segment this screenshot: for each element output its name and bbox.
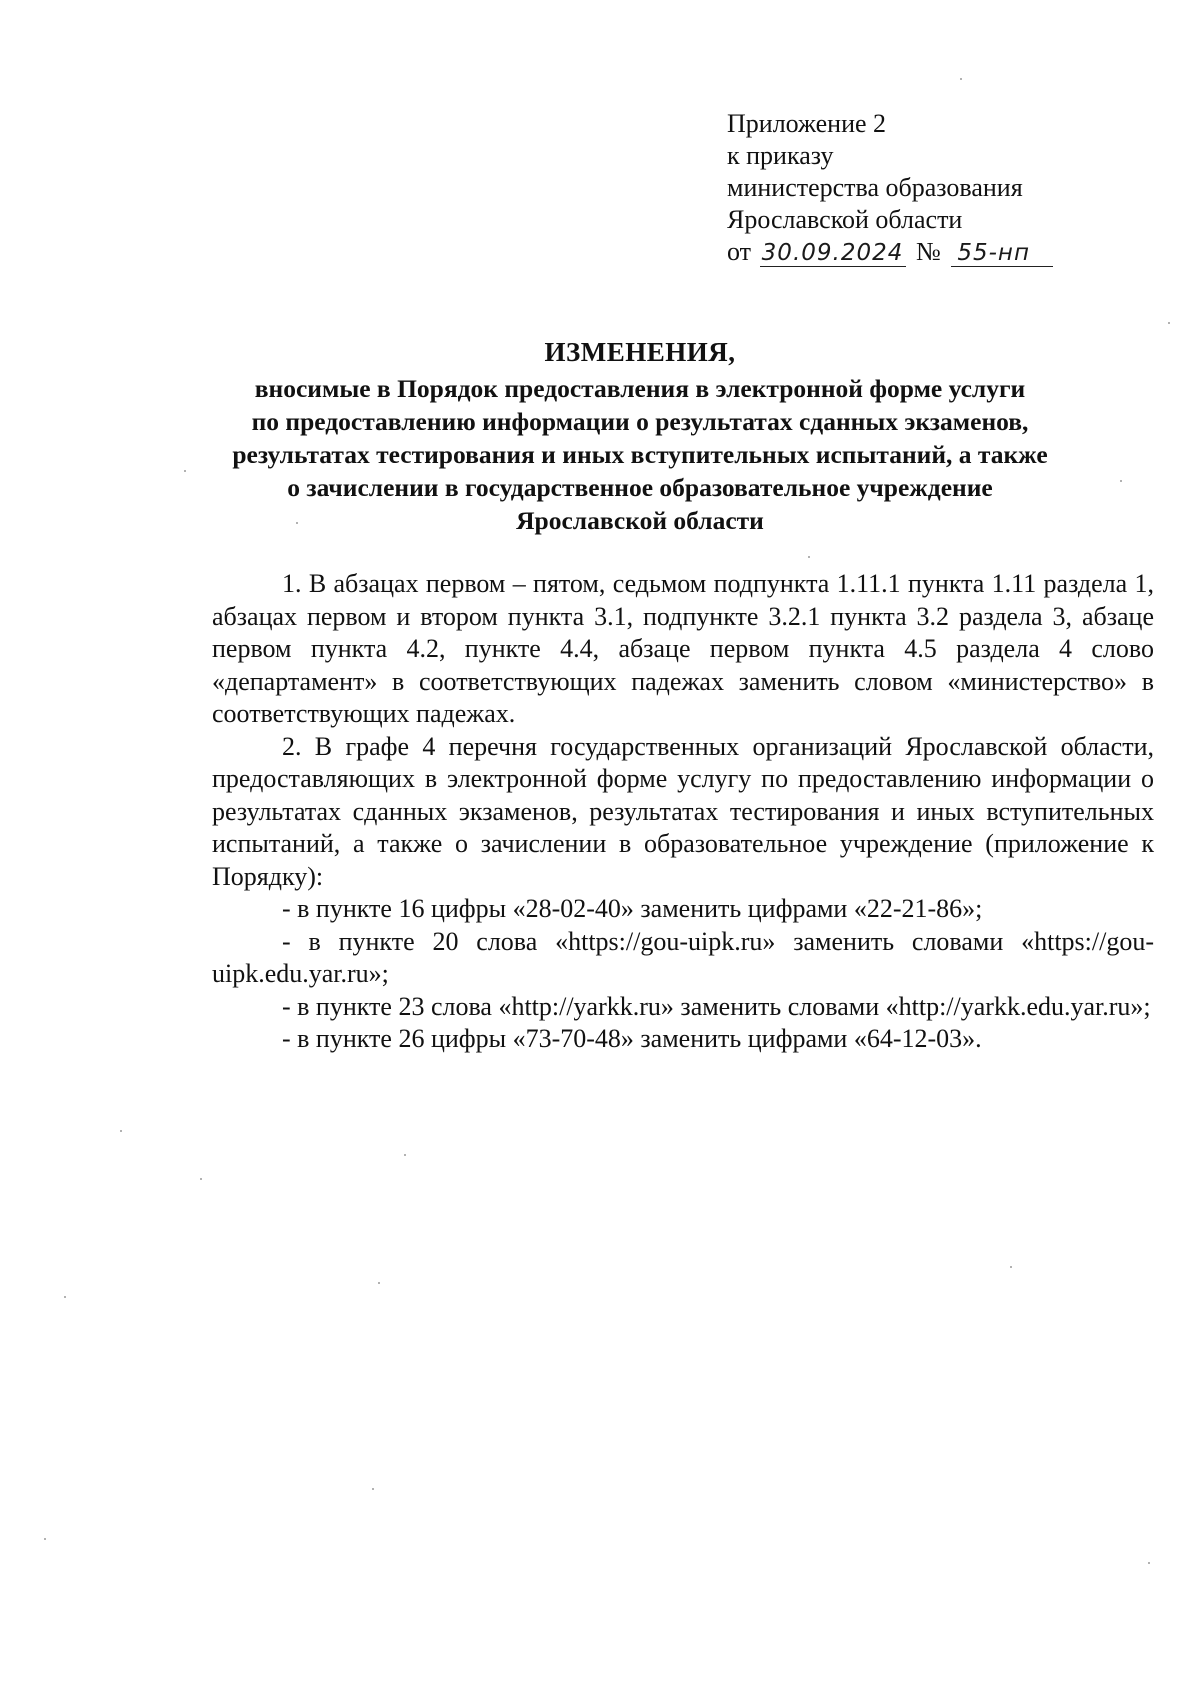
title-line-3: результатах тестирования и иных вступительных испытаний, а также <box>232 440 1048 469</box>
scan-speck <box>44 1538 46 1540</box>
list-item-3: - в пункте 23 слова «http://yarkk.ru» заменить словами «http://yarkk.edu.yar.ru»; <box>282 991 1151 1021</box>
scan-speck <box>200 1178 202 1180</box>
scan-speck <box>64 1296 66 1298</box>
appendix-line-4: Ярославской области <box>727 205 963 234</box>
title-line-2: по предоставлению информации о результатах сданных экзаменов, <box>251 407 1029 436</box>
document-body <box>212 568 1154 1056</box>
title-line-4: о зачислении в государственное образовательное учреждение <box>287 473 993 502</box>
paragraph-2: 2. В графе 4 перечня государственных организаций Ярославской области, предоставляющих в электронной форме услугу по предоставлению информации о результатах сданных экзаменов, результатах тестирования и иных вступительных испытаний, а также о зачислении в образовательное учреждение (приложение к Порядку): <box>212 731 1154 891</box>
list-item-4: - в пункте 26 цифры «73-70-48» заменить цифрами «64-12-03». <box>282 1024 982 1053</box>
scan-speck <box>1120 480 1122 482</box>
scan-speck <box>960 78 962 80</box>
document-title <box>200 336 1080 537</box>
scan-speck <box>296 522 298 524</box>
date-prefix: от <box>727 237 752 266</box>
scan-speck <box>378 1282 380 1284</box>
list-item-1: - в пункте 16 цифры «28-02-40» заменить цифрами «22-21-86»; <box>282 894 983 923</box>
appendix-header <box>727 108 1053 268</box>
title-line-5: Ярославской области <box>516 506 764 535</box>
handwritten-date: 30.09.2024 <box>760 240 906 267</box>
scan-speck <box>404 1154 406 1156</box>
scan-speck <box>808 556 810 558</box>
scan-speck <box>372 1488 374 1490</box>
scan-speck <box>120 1130 122 1132</box>
number-sign: № <box>916 237 941 266</box>
handwritten-number: 55-нп <box>951 240 1053 267</box>
appendix-line-1: Приложение 2 <box>727 109 887 138</box>
scan-speck <box>1010 1266 1012 1268</box>
list-item-2: - в пункте 20 слова «https://gou-uipk.ru» заменить словами «https://gou-uipk.edu.yar.ru»; <box>212 926 1154 988</box>
scan-speck <box>1148 1562 1150 1564</box>
title-main: ИЗМЕНЕНИЯ, <box>544 337 736 367</box>
title-line-1: вносимые в Порядок предоставления в электронной форме услуги <box>254 374 1026 403</box>
appendix-line-3: министерства образования <box>727 173 1023 202</box>
scan-speck <box>184 470 186 472</box>
paragraph-1: 1. В абзацах первом – пятом, седьмом подпункта 1.11.1 пункта 1.11 раздела 1, абзацах первом и втором пункта 3.1, подпункте 3.2.1 пункта 3.2 раздела 3, абзаце первом пункта 4.2, пункте 4.4, абзаце первом пункта 4.5 раздела 4 слово «департамент» в соответствующих падежах заменить словом «министерство» в соответствующих падежах. <box>212 569 1154 728</box>
appendix-date-line <box>727 236 1053 268</box>
appendix-line-2: к приказу <box>727 141 834 170</box>
scan-speck <box>1168 322 1170 324</box>
